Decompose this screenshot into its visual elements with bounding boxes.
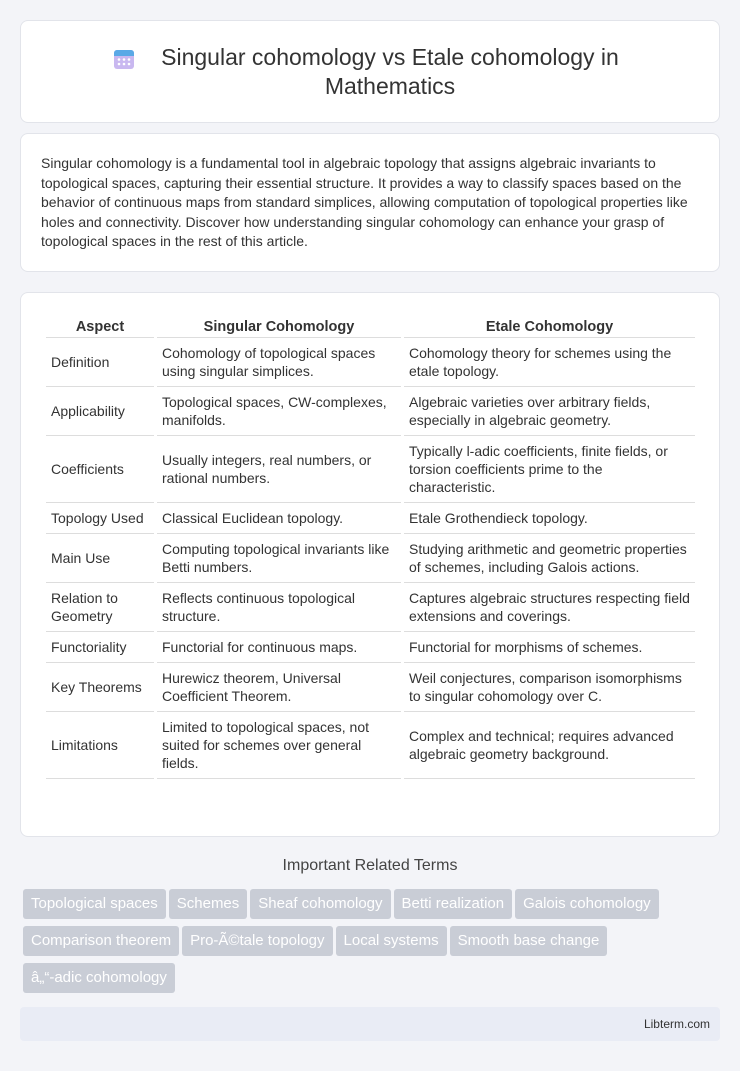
related-term-tag[interactable]: Pro-Ã©tale topology [182,926,332,956]
comparison-table-card [20,292,720,837]
table-header-row [46,316,695,338]
table-row [46,503,695,534]
intro-card [20,133,720,272]
header-card [20,20,720,123]
table-row [46,534,695,583]
related-term-tag[interactable]: Smooth base change [450,926,608,956]
singular-cell: Hurewicz theorem, Universal Coefficient Theorem. [157,663,401,712]
table-row [46,436,695,503]
aspect-cell: Main Use [46,534,154,583]
header-aspect: Aspect [46,316,154,338]
header-etale: Etale Cohomology [404,316,695,338]
related-term-tag[interactable]: Galois cohomology [515,889,659,919]
aspect-cell: Coefficients [46,436,154,503]
table-row [46,583,695,632]
singular-cell: Computing topological invariants like Betti numbers. [157,534,401,583]
aspect-cell: Applicability [46,387,154,436]
related-term-tag[interactable]: â„“-adic cohomology [23,963,175,993]
related-term-tag[interactable]: Comparison theorem [23,926,179,956]
aspect-cell: Relation to Geometry [46,583,154,632]
related-term-tag[interactable]: Schemes [169,889,248,919]
footer-site-link[interactable]: Libterm.com [643,1017,710,1031]
etale-cell: Functorial for morphisms of schemes. [404,632,695,663]
related-terms-list [23,889,723,1000]
table-row [46,338,695,387]
table-row [46,387,695,436]
page-title: Singular cohomology vs Etale cohomology in Mathematics [161,44,619,99]
related-term-tag[interactable]: Topological spaces [23,889,166,919]
singular-cell: Limited to topological spaces, not suited for schemes over general fields. [157,712,401,779]
table-row [46,632,695,663]
singular-cell: Classical Euclidean topology. [157,503,401,534]
etale-cell: Etale Grothendieck topology. [404,503,695,534]
intro-paragraph: Singular cohomology is a fundamental tool in algebraic topology that assigns algebraic invariants to topological spaces, capturing their essential structure. It provides a way to classify spaces based on the behavior of continuous maps from standard simplices, allowing computation of topological properties like holes and connectivity. Discover how understanding singular cohomology can enhance your grasp of topological spaces in the rest of this article. [41,155,688,249]
aspect-cell: Functoriality [46,632,154,663]
etale-cell: Captures algebraic structures respecting field extensions and coverings. [404,583,695,632]
etale-cell: Typically l-adic coefficients, finite fields, or torsion coefficients prime to the characteristic. [404,436,695,503]
table-row [46,712,695,779]
singular-cell: Cohomology of topological spaces using singular simplices. [157,338,401,387]
aspect-cell: Definition [46,338,154,387]
etale-cell: Studying arithmetic and geometric properties of schemes, including Galois actions. [404,534,695,583]
comparison-table [43,316,698,779]
related-terms-title: Important Related Terms [282,857,458,874]
related-term-tag[interactable]: Local systems [336,926,447,956]
singular-cell: Functorial for continuous maps. [157,632,401,663]
singular-cell: Usually integers, real numbers, or rational numbers. [157,436,401,503]
etale-cell: Complex and technical; requires advanced algebraic geometry background. [404,712,695,779]
singular-cell: Topological spaces, CW-complexes, manifolds. [157,387,401,436]
related-term-tag[interactable]: Sheaf cohomology [250,889,390,919]
etale-cell: Algebraic varieties over arbitrary fields, especially in algebraic geometry. [404,387,695,436]
related-term-tag[interactable]: Betti realization [394,889,513,919]
footer [20,1007,720,1041]
aspect-cell: Topology Used [46,503,154,534]
table-row [46,663,695,712]
etale-cell: Cohomology theory for schemes using the etale topology. [404,338,695,387]
aspect-cell: Limitations [46,712,154,779]
aspect-cell: Key Theorems [46,663,154,712]
header-singular: Singular Cohomology [157,316,401,338]
etale-cell: Weil conjectures, comparison isomorphisms to singular cohomology over C. [404,663,695,712]
singular-cell: Reflects continuous topological structure. [157,583,401,632]
